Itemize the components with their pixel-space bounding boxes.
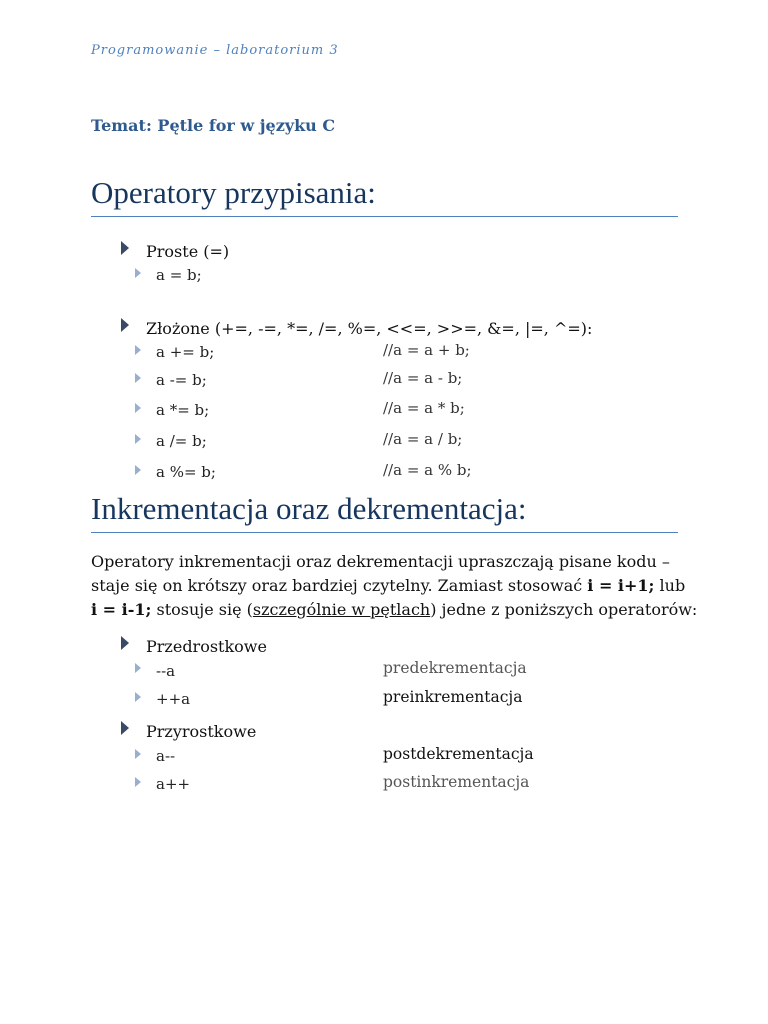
section1-rule bbox=[91, 216, 678, 217]
sub-bullet-icon bbox=[135, 373, 141, 383]
postfix-code: a++ bbox=[156, 775, 191, 793]
prefix-label: Przedrostkowe bbox=[146, 637, 267, 656]
prefix-desc: preinkrementacja bbox=[383, 688, 523, 706]
page-header: Programowanie – laboratorium 3 bbox=[91, 43, 339, 58]
section1-title: Operatory przypisania: bbox=[91, 175, 376, 210]
postfix-code: a-- bbox=[156, 747, 176, 765]
compound-comment: //a = a / b; bbox=[383, 430, 463, 448]
compound-comment: //a = a % b; bbox=[383, 461, 472, 479]
sub-bullet-icon bbox=[135, 777, 141, 787]
compound-code: a *= b; bbox=[156, 401, 210, 419]
compound-code: a %= b; bbox=[156, 463, 216, 481]
sub-bullet-icon bbox=[135, 434, 141, 444]
sub-bullet-icon bbox=[135, 692, 141, 702]
compound-comment: //a = a + b; bbox=[383, 341, 470, 359]
compound-code: a /= b; bbox=[156, 432, 207, 450]
simple-example: a = b; bbox=[156, 266, 202, 284]
compound-comment: //a = a * b; bbox=[383, 399, 465, 417]
topic-line: Temat: Pętle for w języku C bbox=[91, 116, 336, 135]
compound-code: a -= b; bbox=[156, 371, 207, 389]
sub-bullet-icon bbox=[135, 465, 141, 475]
postfix-desc: postdekrementacja bbox=[383, 745, 534, 763]
postfix-desc: postinkrementacja bbox=[383, 773, 530, 791]
bullet-triangle-icon bbox=[121, 241, 129, 255]
prefix-code: ++a bbox=[156, 690, 191, 708]
sub-bullet-icon bbox=[135, 268, 141, 278]
section2-rule bbox=[91, 532, 678, 533]
bullet-triangle-icon bbox=[121, 636, 129, 650]
sub-bullet-icon bbox=[135, 403, 141, 413]
bullet-triangle-icon bbox=[121, 721, 129, 735]
paragraph-line-3: i = i-1; stosuje się (szczególnie w pętlach) jedne z poniższych operatorów: bbox=[91, 600, 698, 619]
sub-bullet-icon bbox=[135, 749, 141, 759]
sub-bullet-icon bbox=[135, 345, 141, 355]
compound-comment: //a = a - b; bbox=[383, 369, 463, 387]
paragraph-line-1: Operatory inkrementacji oraz dekrementacji upraszczają pisane kodu – bbox=[91, 552, 670, 571]
simple-label: Proste (=) bbox=[146, 242, 230, 261]
compound-code: a += b; bbox=[156, 343, 215, 361]
paragraph-line-2: staje się on krótszy oraz bardziej czytelny. Zamiast stosować i = i+1; lub bbox=[91, 576, 686, 595]
section2-title: Inkrementacja oraz dekrementacja: bbox=[91, 491, 527, 526]
prefix-code: --a bbox=[156, 662, 176, 680]
bullet-triangle-icon bbox=[121, 318, 129, 332]
prefix-desc: predekrementacja bbox=[383, 659, 527, 677]
sub-bullet-icon bbox=[135, 663, 141, 673]
compound-label: Złożone (+=, -=, *=, /=, %=, <<=, >>=, &=, |=, ^=): bbox=[146, 319, 593, 338]
postfix-label: Przyrostkowe bbox=[146, 722, 257, 741]
